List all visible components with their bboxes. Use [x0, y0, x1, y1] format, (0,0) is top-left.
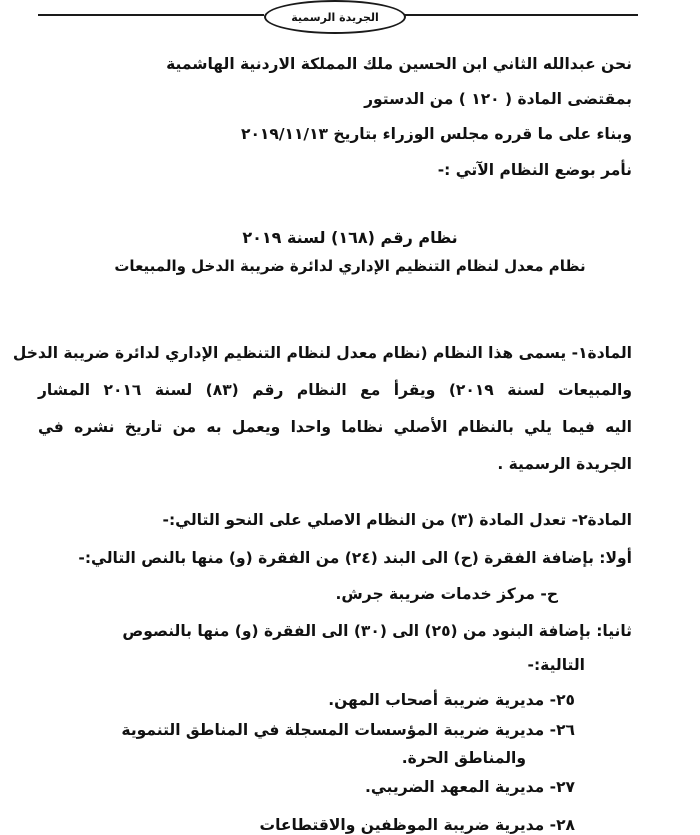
preamble-line-3: وبناء على ما قرره مجلس الوزراء بتاريخ ٢٠١٩/١١/١٣ — [240, 125, 632, 143]
article2-item-26-cont: والمناطق الحرة. — [401, 749, 526, 767]
preamble-line-2: بمقتضى المادة ( ١٢٠ ) من الدستور — [364, 90, 632, 108]
article1-line-1: المادة١- يسمى هذا النظام (نظام معدل لنظام التنظيم الإداري لدائرة ضريبة الدخل — [12, 344, 632, 362]
article2-item-28: ٢٨- مديرية ضريبة الموظفين والاقتطاعات — [259, 816, 575, 834]
regulation-number: نظام رقم (١٦٨) لسنة ٢٠١٩ — [242, 228, 458, 247]
article1-line-4: الجريدة الرسمية . — [497, 455, 632, 473]
header-rule-left — [38, 14, 264, 16]
gazette-header-oval — [264, 0, 406, 34]
gazette-label: الجريدة الرسمية — [291, 10, 379, 24]
article2-second-line-2: التالية:- — [527, 656, 585, 674]
article1-line-2: والمبيعات لسنة ٢٠١٩) ويقرأ مع النظام رقم (٨٣) لسنة ٢٠١٦ المشار — [38, 381, 632, 399]
regulation-title: نظام معدل لنظام التنظيم الإداري لدائرة ضريبة الدخل والمبيعات — [114, 257, 586, 275]
article2-second-line-1: ثانيا: بإضافة البنود من (٢٥) الى (٣٠) الى الفقرة (و) منها بالنصوص — [122, 622, 632, 640]
article2-first: أولا: بإضافة الفقرة (ح) الى البند (٢٤) من الفقرة (و) منها بالنص التالي:- — [78, 549, 632, 567]
header-page-number-fragment — [600, 0, 634, 6]
article1-line-3: اليه فيما يلي بالنظام الأصلي نظاما واحدا ويعمل به من تاريخ نشره في — [38, 418, 632, 436]
article2-item-27: ٢٧- مديرية المعهد الضريبي. — [364, 778, 575, 796]
preamble-line-1: نحن عبدالله الثاني ابن الحسين ملك المملكة الاردنية الهاشمية — [166, 55, 632, 73]
article2-item-25: ٢٥- مديرية ضريبة أصحاب المهن. — [328, 691, 575, 709]
preamble-line-4: نأمر بوضع النظام الآتي :- — [437, 161, 632, 179]
article2-first-item: ح- مركز خدمات ضريبة جرش. — [335, 585, 558, 603]
article2-item-26: ٢٦- مديرية ضريبة المؤسسات المسجلة في المناطق التنموية — [121, 721, 575, 739]
article2-intro: المادة٢- تعدل المادة (٣) من النظام الاصلي على النحو التالي:- — [162, 511, 632, 529]
header-rule-right — [402, 14, 638, 16]
